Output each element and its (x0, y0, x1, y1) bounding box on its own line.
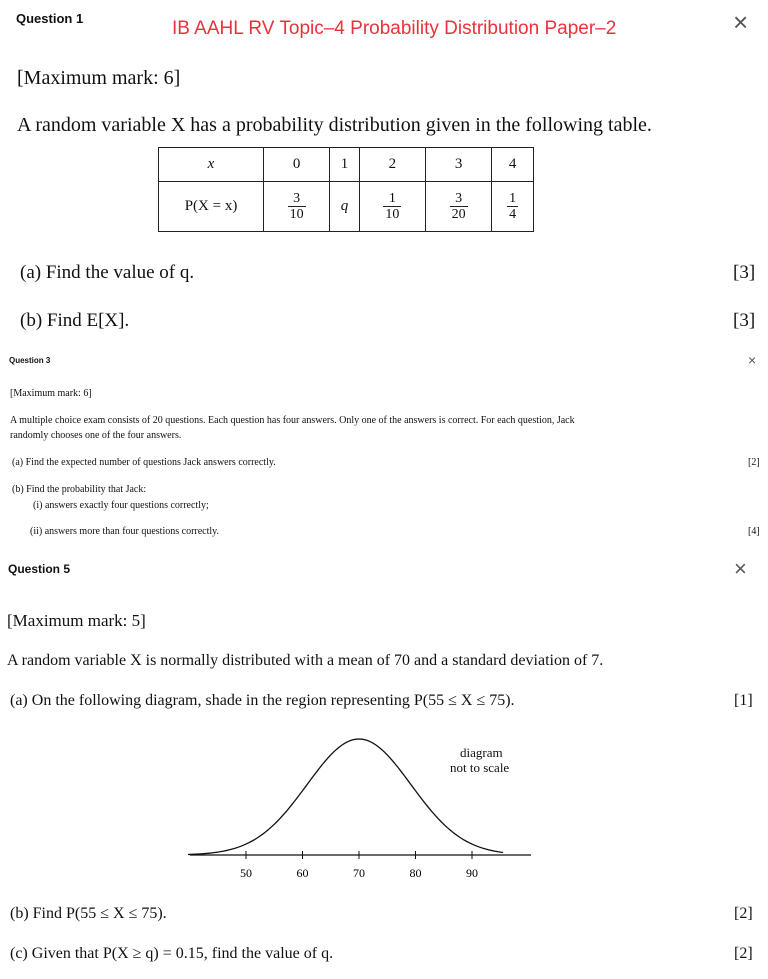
max-mark: [Maximum mark: 6] (17, 67, 181, 89)
page-title: IB AAHL RV Topic–4 Probability Distribution Paper–2 (172, 18, 617, 39)
axis-tick-label: 60 (296, 866, 309, 880)
part-c-mark: [2] (734, 945, 753, 962)
table-cell-p3: $\frac{3}{20}$ (425, 182, 491, 232)
table-cell-p4: $\frac{1}{4}$ (492, 182, 534, 232)
table-cell-x0: 0 (264, 148, 330, 182)
part-b-mark: [2] (734, 905, 753, 922)
part-b-mark: [4] (748, 526, 760, 537)
part-a-text: (a) Find the value of q. (20, 262, 195, 283)
question-1-label: Question 1 (16, 11, 84, 26)
question-intro: A random variable X is normally distributed with a mean of 70 and a standard deviation of 7. (7, 652, 604, 669)
question-3-label: Question 3 (9, 356, 51, 365)
part-b-text: (b) Find P(55 ≤ X ≤ 75). (10, 905, 167, 922)
bell-curve (188, 739, 503, 855)
question-1-panel (0, 0, 768, 348)
part-b-mark: [3] (733, 310, 756, 331)
question-5-panel (0, 546, 768, 979)
diagram-note-line-2: not to scale (450, 760, 510, 775)
max-mark: [Maximum mark: 5] (7, 611, 146, 630)
close-icon[interactable]: × (734, 556, 747, 581)
question-3-panel (0, 348, 768, 546)
axis-tick-label: 50 (240, 866, 252, 880)
diagram-note-line-1: diagram (460, 745, 503, 760)
part-a-text: (a) On the following diagram, shade in the region representing P(55 ≤ X ≤ 75). (10, 692, 515, 709)
question-intro-line-2: randomly chooses one of the four answers. (10, 430, 182, 441)
table-cell-p1: q (330, 182, 360, 232)
table-header-x: x (159, 148, 264, 182)
table-cell-p2: $\frac{1}{10}$ (359, 182, 425, 232)
part-a-mark: [2] (748, 457, 760, 468)
axis-tick-label: 90 (466, 866, 478, 880)
table-cell-p0: $\frac{3}{10}$ (264, 182, 330, 232)
table-header-p: P(X = x) (159, 182, 264, 232)
part-c-text: (c) Given that P(X ≥ q) = 0.15, find the value of q. (10, 945, 334, 962)
part-b-i-text: (i) answers exactly four questions correctly; (33, 500, 209, 511)
question-5-label: Question 5 (8, 562, 71, 576)
question-intro-line-1: A multiple choice exam consists of 20 questions. Each question has four answers. Only one of the answers is correct. For each question, Jack (10, 415, 575, 426)
axis-tick-label: 70 (353, 866, 365, 880)
table-cell-x4: 4 (492, 148, 534, 182)
part-b-ii-text: (ii) answers more than four questions correctly. (30, 526, 220, 537)
part-b-text: (b) Find E[X]. (20, 310, 130, 331)
question-intro: A random variable X has a probability distribution given in the following table. (17, 114, 652, 136)
part-a-mark: [3] (733, 262, 756, 283)
close-icon[interactable]: × (733, 7, 749, 37)
table-row-p (159, 182, 534, 232)
probability-table (158, 147, 534, 232)
table-cell-x1: 1 (330, 148, 360, 182)
table-cell-x3: 3 (425, 148, 491, 182)
table-cell-x2: 2 (359, 148, 425, 182)
max-mark: [Maximum mark: 6] (10, 388, 92, 399)
close-icon[interactable]: × (748, 352, 757, 368)
part-a-mark: [1] (734, 692, 753, 709)
part-a-text: (a) Find the expected number of questions Jack answers correctly. (12, 457, 276, 468)
axis-tick-label: 80 (409, 866, 422, 880)
table-row-x (159, 148, 534, 182)
part-b-text: (b) Find the probability that Jack: (12, 484, 147, 495)
